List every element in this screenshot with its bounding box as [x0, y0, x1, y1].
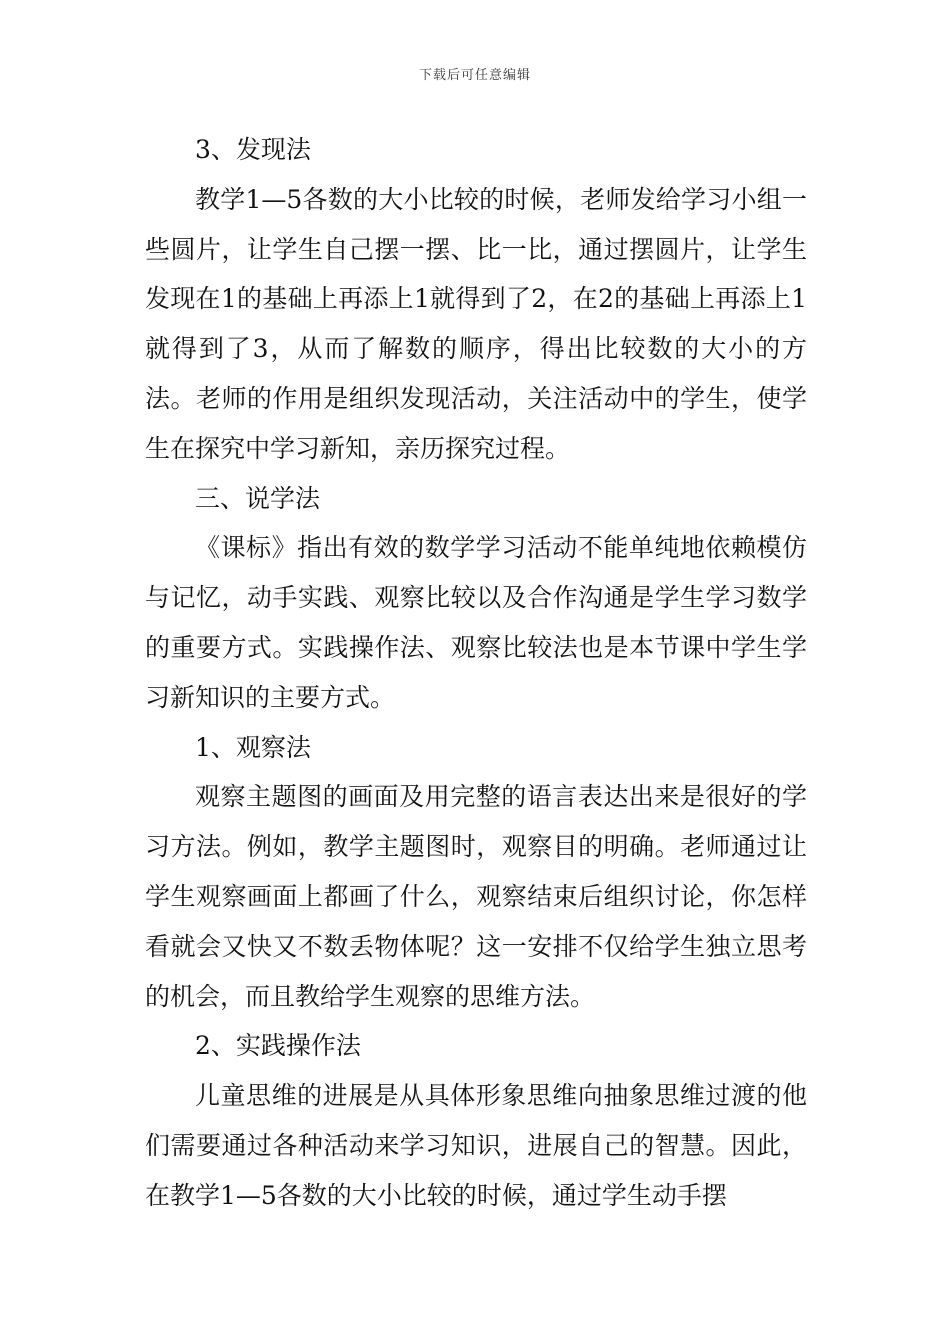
section-heading-discovery-method: 3、发现法 [195, 135, 311, 164]
paragraph-curriculum-standards: 《课标》指出有效的数学学习活动不能单纯地依赖模仿与记忆，动手实践、观察比较以及合作沟通是学生学习数学的重要方式。实践操作法、观察比较法也是本节课中学生学习新知识的主要方式。 [145, 533, 807, 712]
page-header: 下载后可任意编辑 [418, 68, 531, 83]
paragraph-practice-method: 儿童思维的进展是从具体形象思维向抽象思维过渡的他们需要通过各种活动来学习知识，进展自己的智慧。因此，在教学1—5各数的大小比较的时候，通过学生动手摆 [145, 1081, 807, 1210]
section-heading-practice-method: 2、实践操作法 [195, 1031, 361, 1061]
section-heading-observation-method: 1、观察法 [195, 732, 311, 762]
section-heading-learning-methods: 三、说学法 [195, 483, 321, 513]
paragraph-observation-method: 观察主题图的画面及用完整的语言表达出来是很好的学习方法。例如，教学主题图时，观察目的明确。老师通过让学生观察画面上都画了什么，观察结束后组织讨论，你怎样看就会又快又不数丢物体呢？这一安排不仅给学生独立思考的机会，而且教给学生观察的思维方法。 [145, 782, 807, 1011]
document-body [145, 125, 807, 1221]
paragraph-discovery-method: 教学1—5各数的大小比较的时候，老师发给学习小组一些圆片，让学生自己摆一摆、比一比，通过摆圆片，让学生发现在1的基础上再添上1就得到了2，在2的基础上再添上1就得到了3，从而了解数的顺序，得出比较数的大小的方法。老师的作用是组织发现活动，关注活动中的学生，使学生在探究中学习新知，亲历探究过程。 [145, 184, 807, 463]
